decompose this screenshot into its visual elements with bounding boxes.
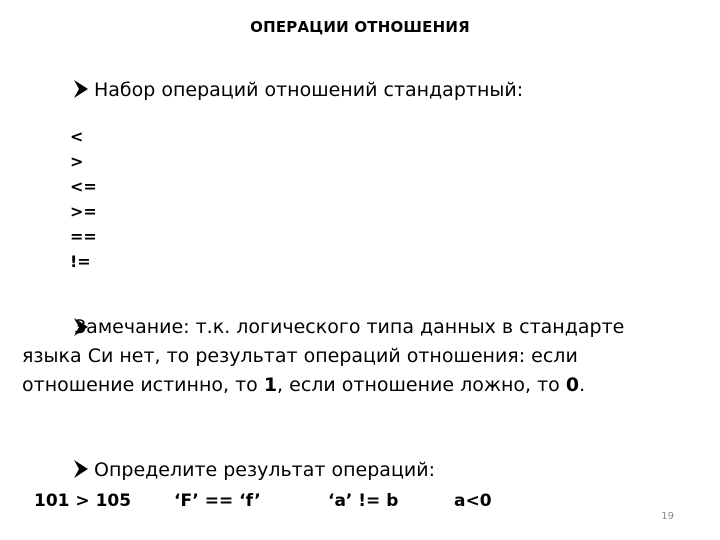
page-number: 19 bbox=[661, 511, 674, 522]
slide-title: ОПЕРАЦИИ ОТНОШЕНИЯ bbox=[250, 18, 470, 36]
example-item: 101 > 105 bbox=[34, 491, 132, 511]
arrow-bullet-icon bbox=[74, 80, 88, 98]
task-bullet bbox=[74, 458, 435, 482]
examples-row bbox=[34, 491, 492, 511]
operator-item: == bbox=[70, 227, 97, 246]
note-text-mid: , если отношение ложно, то bbox=[277, 374, 566, 396]
note-text-end: . bbox=[579, 374, 586, 396]
false-value: 0 bbox=[565, 374, 580, 396]
intro-text: Набор операций отношений стандартный: bbox=[94, 79, 524, 101]
intro-bullet bbox=[74, 78, 523, 102]
note-text: Замечание: т.к. логического типа данных в стандарте языка Си нет, то результат операций отношения: если отношение истинно, то bbox=[22, 316, 625, 396]
example-item: ‘F’ == ‘f’ bbox=[174, 491, 261, 511]
operator-item: < bbox=[70, 127, 84, 146]
operator-item: != bbox=[70, 252, 91, 271]
operator-item: <= bbox=[70, 177, 97, 196]
operator-list bbox=[70, 124, 97, 274]
true-value: 1 bbox=[263, 374, 278, 396]
operator-item: > bbox=[70, 152, 84, 171]
operator-item: >= bbox=[70, 202, 97, 221]
example-item: a<0 bbox=[454, 491, 492, 511]
note-paragraph bbox=[22, 313, 662, 400]
arrow-bullet-icon bbox=[74, 460, 88, 478]
example-item: ‘a’ != b bbox=[328, 491, 399, 511]
task-text: Определите результат операций: bbox=[94, 459, 435, 481]
